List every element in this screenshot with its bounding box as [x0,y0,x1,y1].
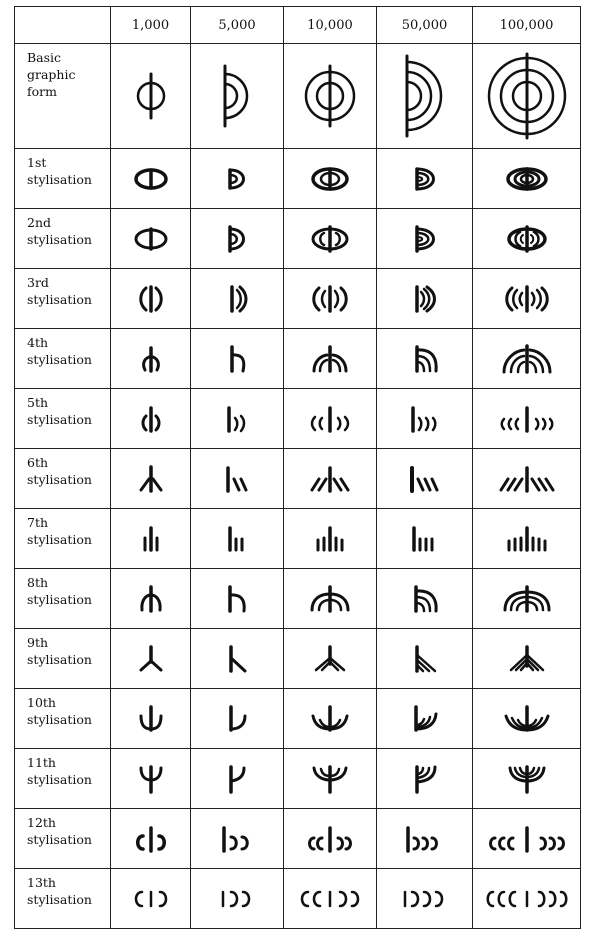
sty13-1000 [111,869,191,929]
numeral-stylisation-table [14,6,581,929]
sty6-100000 [473,449,581,509]
sty1-5000 [191,149,284,209]
sty11-1000 [111,749,191,809]
sty7-50000 [377,509,473,569]
sty5-10000 [284,389,377,449]
row-stylisation-10 [15,689,581,749]
row-label-3: 3rd stylisation [15,269,111,329]
row-stylisation-9 [15,629,581,689]
col-header-5000: 5,000 [191,7,284,44]
sty9-100000 [473,629,581,689]
sty2-1000 [111,209,191,269]
sty8-1000 [111,569,191,629]
row-stylisation-5 [15,389,581,449]
sty9-50000 [377,629,473,689]
sty10-5000 [191,689,284,749]
sty9-5000 [191,629,284,689]
row-stylisation-11 [15,749,581,809]
row-label-5: 5th stylisation [15,389,111,449]
sty2-50000 [377,209,473,269]
sty12-10000 [284,809,377,869]
row-label-2: 2nd stylisation [15,209,111,269]
basic-1000 [111,44,191,149]
row-stylisation-3 [15,269,581,329]
row-label-11: 11th stylisation [15,749,111,809]
sty3-1000 [111,269,191,329]
sty13-5000 [191,869,284,929]
sty8-5000 [191,569,284,629]
row-label-8: 8th stylisation [15,569,111,629]
sty10-100000 [473,689,581,749]
sty6-10000 [284,449,377,509]
row-label-4: 4th stylisation [15,329,111,389]
sty9-1000 [111,629,191,689]
sty13-100000 [473,869,581,929]
row-label-13: 13th stylisation [15,869,111,929]
basic-5000 [191,44,284,149]
row-label-6: 6th stylisation [15,449,111,509]
sty12-5000 [191,809,284,869]
sty5-1000 [111,389,191,449]
sty7-1000 [111,509,191,569]
sty12-1000 [111,809,191,869]
sty10-1000 [111,689,191,749]
sty9-10000 [284,629,377,689]
col-header-50000: 50,000 [377,7,473,44]
sty8-50000 [377,569,473,629]
col-header-10000: 10,000 [284,7,377,44]
sty3-10000 [284,269,377,329]
sty4-50000 [377,329,473,389]
row-stylisation-7 [15,509,581,569]
sty3-100000 [473,269,581,329]
row-stylisation-6 [15,449,581,509]
sty3-50000 [377,269,473,329]
sty2-10000 [284,209,377,269]
row-label-1: 1st stylisation [15,149,111,209]
sty6-1000 [111,449,191,509]
sty5-100000 [473,389,581,449]
row-stylisation-12 [15,809,581,869]
basic-10000 [284,44,377,149]
corner-cell [15,7,111,44]
col-header-100000: 100,000 [473,7,581,44]
sty13-50000 [377,869,473,929]
row-basic-form [15,44,581,149]
sty1-50000 [377,149,473,209]
row-label-9: 9th stylisation [15,629,111,689]
row-stylisation-4 [15,329,581,389]
sty11-100000 [473,749,581,809]
row-stylisation-2 [15,209,581,269]
sty4-1000 [111,329,191,389]
sty6-50000 [377,449,473,509]
sty5-5000 [191,389,284,449]
sty8-100000 [473,569,581,629]
sty12-100000 [473,809,581,869]
row-label-10: 10th stylisation [15,689,111,749]
sty2-5000 [191,209,284,269]
sty5-50000 [377,389,473,449]
sty4-100000 [473,329,581,389]
row-stylisation-8 [15,569,581,629]
sty11-5000 [191,749,284,809]
row-stylisation-13 [15,869,581,929]
sty10-10000 [284,689,377,749]
sty4-5000 [191,329,284,389]
sty7-10000 [284,509,377,569]
sty6-5000 [191,449,284,509]
sty13-10000 [284,869,377,929]
basic-100000 [473,44,581,149]
sty2-100000 [473,209,581,269]
row-label-7: 7th stylisation [15,509,111,569]
sty1-10000 [284,149,377,209]
sty8-10000 [284,569,377,629]
sty4-10000 [284,329,377,389]
row-label-12: 12th stylisation [15,809,111,869]
sty3-5000 [191,269,284,329]
row-stylisation-1 [15,149,581,209]
sty11-50000 [377,749,473,809]
sty7-100000 [473,509,581,569]
basic-50000 [377,44,473,149]
sty12-50000 [377,809,473,869]
sty7-5000 [191,509,284,569]
header-row [15,7,581,44]
col-header-1000: 1,000 [111,7,191,44]
sty1-1000 [111,149,191,209]
sty11-10000 [284,749,377,809]
row-label-basic: Basic graphic form [15,44,111,149]
sty1-100000 [473,149,581,209]
sty10-50000 [377,689,473,749]
